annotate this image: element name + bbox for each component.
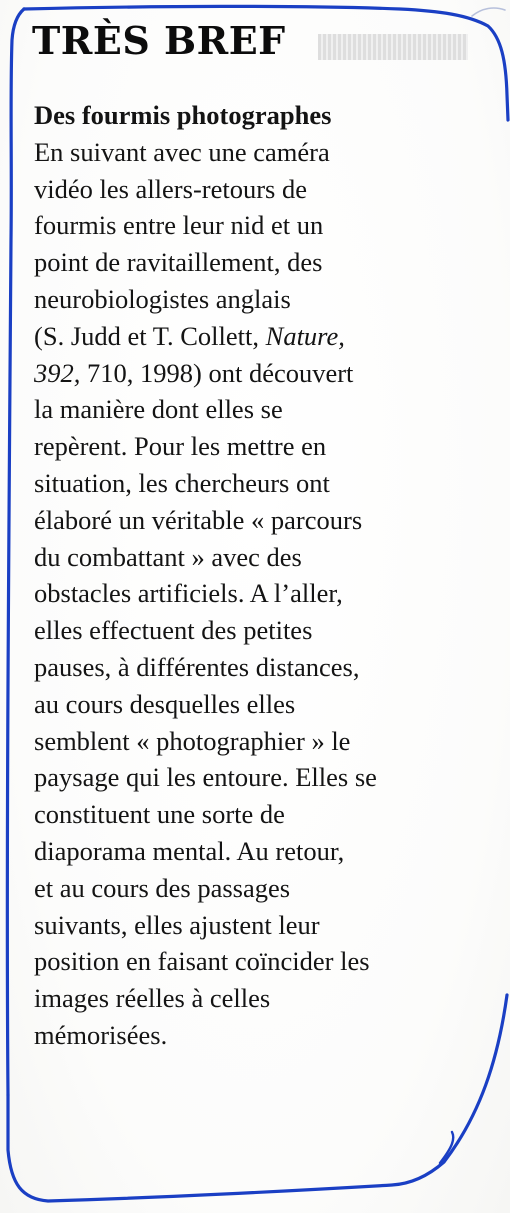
body-line: images réelles à celles bbox=[34, 983, 271, 1014]
body-line: elles effectuent des petites bbox=[34, 615, 313, 646]
body-line: élaboré un véritable « parcours bbox=[34, 504, 363, 535]
article-body bbox=[34, 134, 474, 1054]
body-line: fourmis entre leur nid et un bbox=[34, 210, 324, 241]
body-line: suivants, elles ajustent leur bbox=[34, 909, 320, 940]
section-header: TRÈS BREF bbox=[32, 18, 286, 63]
body-line: repèrent. Pour les mettre en bbox=[34, 431, 327, 462]
article bbox=[34, 97, 474, 1054]
body-line: obstacles artificiels. A l’aller, bbox=[34, 578, 343, 609]
citation-volume: 392, bbox=[34, 357, 81, 388]
body-line: constituent une sorte de bbox=[34, 799, 285, 830]
citation-authors: S. Judd et T. Collett, bbox=[42, 320, 260, 351]
body-line-fragment: ont découvert bbox=[201, 357, 354, 388]
citation-pages-year: 710, 1998) bbox=[87, 357, 202, 388]
body-line: point de ravitaillement, des bbox=[34, 247, 323, 278]
body-line: position en faisant coïncider les bbox=[34, 946, 370, 977]
citation-journal: Nature, bbox=[265, 320, 345, 351]
body-line: du combattant » avec des bbox=[34, 541, 302, 572]
citation-line bbox=[34, 318, 474, 355]
open-paren: ( bbox=[34, 320, 43, 351]
body-line: la manière dont elles se bbox=[34, 394, 283, 425]
body-line: En suivant avec une caméra bbox=[34, 136, 330, 167]
body-line: situation, les chercheurs ont bbox=[34, 467, 330, 498]
header-shaded-band bbox=[318, 34, 468, 60]
body-line: diaporama mental. Au retour, bbox=[34, 835, 345, 866]
body-line: et au cours des passages bbox=[34, 872, 291, 903]
body-line: mémorisées. bbox=[34, 1019, 168, 1050]
article-title: Des fourmis photographes bbox=[34, 100, 332, 130]
body-line: paysage qui les entoure. Elles se bbox=[34, 762, 377, 793]
body-line: pauses, à différentes distances, bbox=[34, 651, 360, 682]
body-line: au cours desquelles elles bbox=[34, 688, 296, 719]
citation-line bbox=[34, 355, 474, 392]
body-line: vidéo les allers-retours de bbox=[34, 173, 307, 204]
body-line: semblent « photographier » le bbox=[34, 725, 351, 756]
body-line: neurobiologistes anglais bbox=[34, 283, 291, 314]
